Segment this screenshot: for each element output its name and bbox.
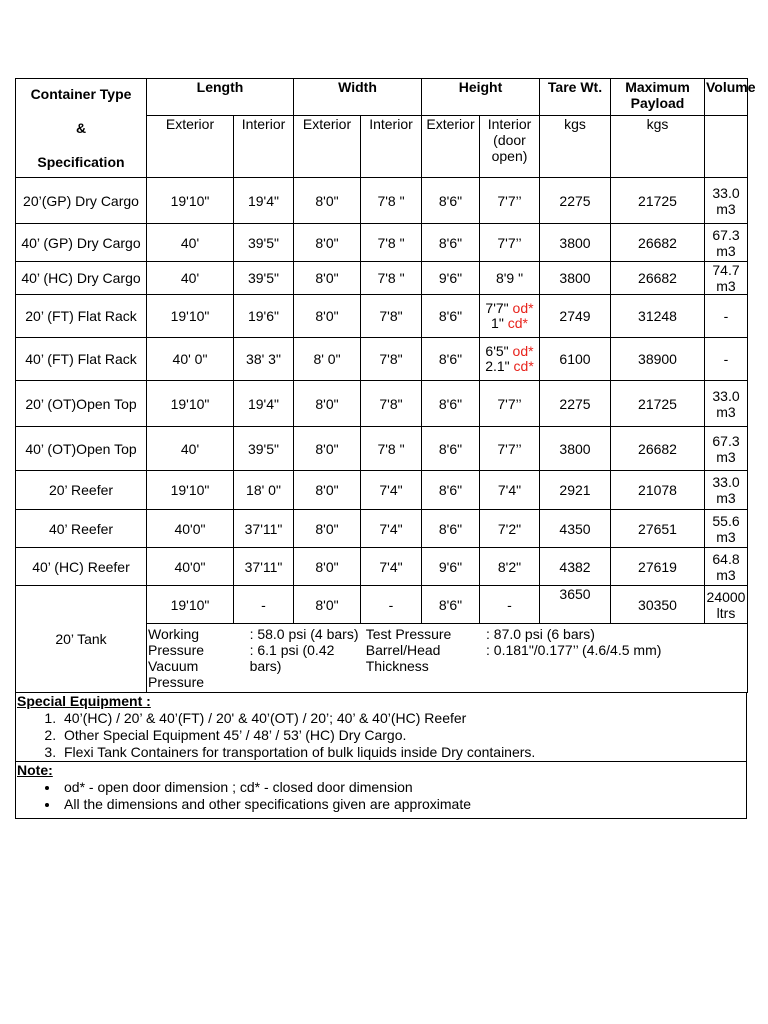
list-item: 2. Other Special Equipment 45’ / 48’ / 53’ (HC) Dry Cargo. bbox=[60, 727, 746, 744]
list-item: 3. Flexi Tank Containers for transportation of bulk liquids inside Dry containers. bbox=[60, 744, 746, 761]
height-interior-cell: 8'9 " bbox=[480, 262, 540, 295]
barrel-thickness-value: : 0.181"/0.177’’ (4.6/4.5 mm) bbox=[486, 642, 662, 658]
volume-cell: 33.0 m3 bbox=[705, 178, 748, 224]
height-exterior-cell: 8'6" bbox=[422, 295, 480, 338]
payload-cell: 26682 bbox=[611, 224, 705, 262]
width-exterior-cell: 8'0" bbox=[294, 548, 361, 586]
subheader-length-interior: Interior bbox=[234, 116, 294, 178]
table-header bbox=[16, 79, 756, 178]
header-width: Width bbox=[294, 79, 422, 116]
header-type-line-1: Container Type bbox=[30, 86, 132, 102]
list-item: • od* - open door dimension ; cd* - closed door dimension bbox=[60, 779, 746, 796]
tare-cell: 4382 bbox=[540, 548, 611, 586]
length-interior-cell: 39'5" bbox=[234, 262, 294, 295]
width-exterior-cell: 8'0" bbox=[294, 381, 361, 427]
container-type-cell: 40’ (OT)Open Top bbox=[16, 427, 147, 471]
dimension-value: 7'7" bbox=[485, 300, 509, 316]
height-exterior-cell: 8'6" bbox=[422, 338, 480, 381]
height-interior-cell bbox=[480, 295, 540, 338]
container-type-cell: 20’(GP) Dry Cargo bbox=[16, 178, 147, 224]
tare-cell: 2275 bbox=[540, 178, 611, 224]
interior-height-line bbox=[481, 316, 538, 331]
container-type-cell: 40’ (HC) Dry Cargo bbox=[16, 262, 147, 295]
tank-volume bbox=[705, 586, 748, 624]
volume-cell: 67.3 m3 bbox=[705, 427, 748, 471]
length-exterior-cell: 40'0" bbox=[147, 548, 234, 586]
door-state-marker: od* bbox=[512, 300, 534, 316]
tare-cell: 2275 bbox=[540, 381, 611, 427]
payload-cell: 26682 bbox=[611, 262, 705, 295]
width-interior-cell: 7'8 " bbox=[361, 178, 422, 224]
width-interior-cell: 7'4" bbox=[361, 510, 422, 548]
subheader-height-interior bbox=[480, 116, 540, 178]
dimension-value: 6'5" bbox=[485, 343, 509, 359]
volume-cell: 33.0 m3 bbox=[705, 381, 748, 427]
table-row bbox=[16, 510, 748, 548]
width-interior-cell: 7'8" bbox=[361, 295, 422, 338]
volume-cell: - bbox=[705, 338, 748, 381]
tank-pressure-specs bbox=[147, 624, 748, 693]
table-row bbox=[16, 381, 748, 427]
width-interior-cell: 7'8 " bbox=[361, 262, 422, 295]
tare-cell: 6100 bbox=[540, 338, 611, 381]
height-interior-cell: 8'2" bbox=[480, 548, 540, 586]
height-exterior-cell: 8'6" bbox=[422, 381, 480, 427]
tare-cell: 3800 bbox=[540, 427, 611, 471]
subheader-height-exterior: Exterior bbox=[422, 116, 480, 178]
subheader-interior-line-2: (door bbox=[493, 132, 526, 148]
height-exterior-cell: 8'6" bbox=[422, 427, 480, 471]
payload-cell: 27619 bbox=[611, 548, 705, 586]
header-length: Length bbox=[147, 79, 294, 116]
subheader-tare-unit: kgs bbox=[540, 116, 611, 178]
tare-cell: 3800 bbox=[540, 224, 611, 262]
length-interior-cell: 37'11" bbox=[234, 510, 294, 548]
container-type-cell: 20’ Reefer bbox=[16, 471, 147, 510]
header-type-line-2: & bbox=[75, 120, 87, 136]
subheader-volume-unit bbox=[705, 116, 748, 178]
height-exterior-cell: 9'6" bbox=[422, 262, 480, 295]
volume-cell: 55.6 m3 bbox=[705, 510, 748, 548]
width-interior-cell: 7'8" bbox=[361, 381, 422, 427]
length-exterior-cell: 19'10" bbox=[147, 381, 234, 427]
height-interior-cell bbox=[480, 338, 540, 381]
height-exterior-cell: 9'6" bbox=[422, 548, 480, 586]
interior-height-line bbox=[481, 344, 538, 359]
vacuum-pressure-value: : 6.1 psi (0.42 bars) bbox=[249, 642, 335, 674]
height-interior-cell: 7'7’’ bbox=[480, 224, 540, 262]
height-interior-cell: 7'7’’ bbox=[480, 381, 540, 427]
tank-volume-line-2: ltrs bbox=[716, 604, 736, 621]
tank-type: 20’ Tank bbox=[16, 586, 147, 693]
length-interior-cell: 37'11" bbox=[234, 548, 294, 586]
header-type-line-3: Specification bbox=[37, 154, 125, 170]
test-pressure-label: Test Pressure bbox=[365, 626, 452, 642]
payload-cell: 38900 bbox=[611, 338, 705, 381]
container-spec-table bbox=[15, 78, 756, 693]
container-type-cell: 40’ (FT) Flat Rack bbox=[16, 338, 147, 381]
length-exterior-cell: 40'0" bbox=[147, 510, 234, 548]
working-pressure-value: : 58.0 psi (4 bars) bbox=[249, 626, 359, 642]
header-height: Height bbox=[422, 79, 540, 116]
width-interior-cell: 7'8" bbox=[361, 338, 422, 381]
length-interior-cell: 19'4" bbox=[234, 178, 294, 224]
payload-cell: 21725 bbox=[611, 381, 705, 427]
subheader-interior-line-3: open) bbox=[491, 148, 528, 164]
width-interior-cell: 7'8 " bbox=[361, 224, 422, 262]
table-row bbox=[16, 178, 748, 224]
list-item: • All the dimensions and other specifications given are approximate bbox=[60, 796, 746, 813]
table-row bbox=[16, 224, 748, 262]
width-exterior-cell: 8'0" bbox=[294, 471, 361, 510]
length-interior-cell: 19'6" bbox=[234, 295, 294, 338]
length-interior-cell: 19'4" bbox=[234, 381, 294, 427]
tare-cell: 2749 bbox=[540, 295, 611, 338]
dimension-value: 1" bbox=[491, 315, 504, 331]
length-exterior-cell: 40' bbox=[147, 224, 234, 262]
list-item: 1. 40’(HC) / 20’ & 40’(FT) / 20' & 40’(OT) / 20’; 40’ & 40’(HC) Reefer bbox=[60, 710, 746, 727]
special-equipment-title: Special Equipment : bbox=[17, 693, 151, 709]
width-exterior-cell: 8'0" bbox=[294, 510, 361, 548]
header-volume: Volume bbox=[705, 79, 748, 116]
note-title: Note: bbox=[17, 762, 53, 778]
table-row bbox=[16, 338, 748, 381]
payload-cell: 26682 bbox=[611, 427, 705, 471]
tank-length-exterior: 19'10" bbox=[147, 586, 234, 624]
width-exterior-cell: 8'0" bbox=[294, 262, 361, 295]
length-exterior-cell: 19'10" bbox=[147, 178, 234, 224]
height-exterior-cell: 8'6" bbox=[422, 224, 480, 262]
length-exterior-cell: 19'10" bbox=[147, 295, 234, 338]
header-container-type bbox=[16, 79, 147, 178]
tank-payload: 30350 bbox=[611, 586, 705, 624]
interior-height-line bbox=[481, 301, 538, 316]
payload-cell: 31248 bbox=[611, 295, 705, 338]
subheader-payload-unit: kgs bbox=[611, 116, 705, 178]
table-body bbox=[16, 178, 748, 586]
subheader-length-exterior: Exterior bbox=[147, 116, 234, 178]
special-equipment-list bbox=[16, 710, 746, 761]
vacuum-pressure-label: Vacuum Pressure bbox=[148, 658, 205, 690]
height-interior-cell: 7'7’’ bbox=[480, 178, 540, 224]
container-spec-sheet bbox=[15, 78, 756, 819]
container-type-cell: 20’ (OT)Open Top bbox=[16, 381, 147, 427]
table-row bbox=[16, 295, 748, 338]
door-state-marker: od* bbox=[512, 343, 534, 359]
height-exterior-cell: 8'6" bbox=[422, 178, 480, 224]
note-section bbox=[15, 762, 747, 819]
tare-cell: 2921 bbox=[540, 471, 611, 510]
table-row bbox=[16, 262, 748, 295]
length-interior-cell: 38' 3" bbox=[234, 338, 294, 381]
tank-section bbox=[16, 586, 748, 693]
special-equipment-section bbox=[15, 693, 747, 762]
width-interior-cell: 7'4" bbox=[361, 548, 422, 586]
length-exterior-cell: 19'10" bbox=[147, 471, 234, 510]
subheader-width-exterior: Exterior bbox=[294, 116, 361, 178]
table-row bbox=[16, 548, 748, 586]
tank-width-exterior: 8'0" bbox=[294, 586, 361, 624]
volume-cell: 67.3 m3 bbox=[705, 224, 748, 262]
barrel-thickness-label: Barrel/Head Thickness bbox=[365, 642, 441, 674]
tank-height-exterior: 8'6" bbox=[422, 586, 480, 624]
header-payload bbox=[611, 79, 705, 116]
dimension-value: 2.1" bbox=[485, 358, 510, 374]
payload-cell: 21078 bbox=[611, 471, 705, 510]
table-row bbox=[16, 427, 748, 471]
subheader-width-interior: Interior bbox=[361, 116, 422, 178]
working-pressure-label: Working Pressure bbox=[148, 626, 205, 658]
volume-cell: - bbox=[705, 295, 748, 338]
container-type-cell: 40’ (GP) Dry Cargo bbox=[16, 224, 147, 262]
table-row bbox=[16, 471, 748, 510]
container-type-cell: 40’ (HC) Reefer bbox=[16, 548, 147, 586]
volume-cell: 64.8 m3 bbox=[705, 548, 748, 586]
interior-height-line bbox=[481, 359, 538, 374]
length-interior-cell: 39'5" bbox=[234, 224, 294, 262]
test-pressure-value: : 87.0 psi (6 bars) bbox=[486, 626, 595, 642]
width-interior-cell: 7'4" bbox=[361, 471, 422, 510]
length-interior-cell: 39'5" bbox=[234, 427, 294, 471]
header-payload-line-1: Maximum bbox=[625, 79, 690, 95]
subheader-interior-line-1: Interior bbox=[487, 116, 532, 132]
payload-cell: 27651 bbox=[611, 510, 705, 548]
length-interior-cell: 18' 0" bbox=[234, 471, 294, 510]
width-exterior-cell: 8'0" bbox=[294, 224, 361, 262]
tank-volume-line-1: 24000 bbox=[706, 588, 746, 605]
height-exterior-cell: 8'6" bbox=[422, 510, 480, 548]
container-type-cell: 20’ (FT) Flat Rack bbox=[16, 295, 147, 338]
width-interior-cell: 7'8 " bbox=[361, 427, 422, 471]
tare-cell: 3800 bbox=[540, 262, 611, 295]
tank-length-interior: - bbox=[234, 586, 294, 624]
width-exterior-cell: 8'0" bbox=[294, 427, 361, 471]
tank-tare: 3650 bbox=[540, 586, 611, 624]
volume-cell: 74.7 m3 bbox=[705, 262, 748, 295]
tank-width-interior: - bbox=[361, 586, 422, 624]
width-exterior-cell: 8' 0" bbox=[294, 338, 361, 381]
height-exterior-cell: 8'6" bbox=[422, 471, 480, 510]
height-interior-cell: 7'7’’ bbox=[480, 427, 540, 471]
height-interior-cell: 7'2" bbox=[480, 510, 540, 548]
length-exterior-cell: 40' 0" bbox=[147, 338, 234, 381]
tank-height-interior: - bbox=[480, 586, 540, 624]
door-state-marker: cd* bbox=[507, 315, 528, 331]
container-type-cell: 40’ Reefer bbox=[16, 510, 147, 548]
header-tare: Tare Wt. bbox=[540, 79, 611, 116]
payload-cell: 21725 bbox=[611, 178, 705, 224]
height-interior-cell: 7'4" bbox=[480, 471, 540, 510]
tare-cell: 4350 bbox=[540, 510, 611, 548]
width-exterior-cell: 8'0" bbox=[294, 178, 361, 224]
header-payload-line-2: Payload bbox=[630, 95, 685, 111]
note-list bbox=[16, 779, 746, 813]
length-exterior-cell: 40' bbox=[147, 262, 234, 295]
width-exterior-cell: 8'0" bbox=[294, 295, 361, 338]
length-exterior-cell: 40' bbox=[147, 427, 234, 471]
door-state-marker: cd* bbox=[513, 358, 534, 374]
volume-cell: 33.0 m3 bbox=[705, 471, 748, 510]
